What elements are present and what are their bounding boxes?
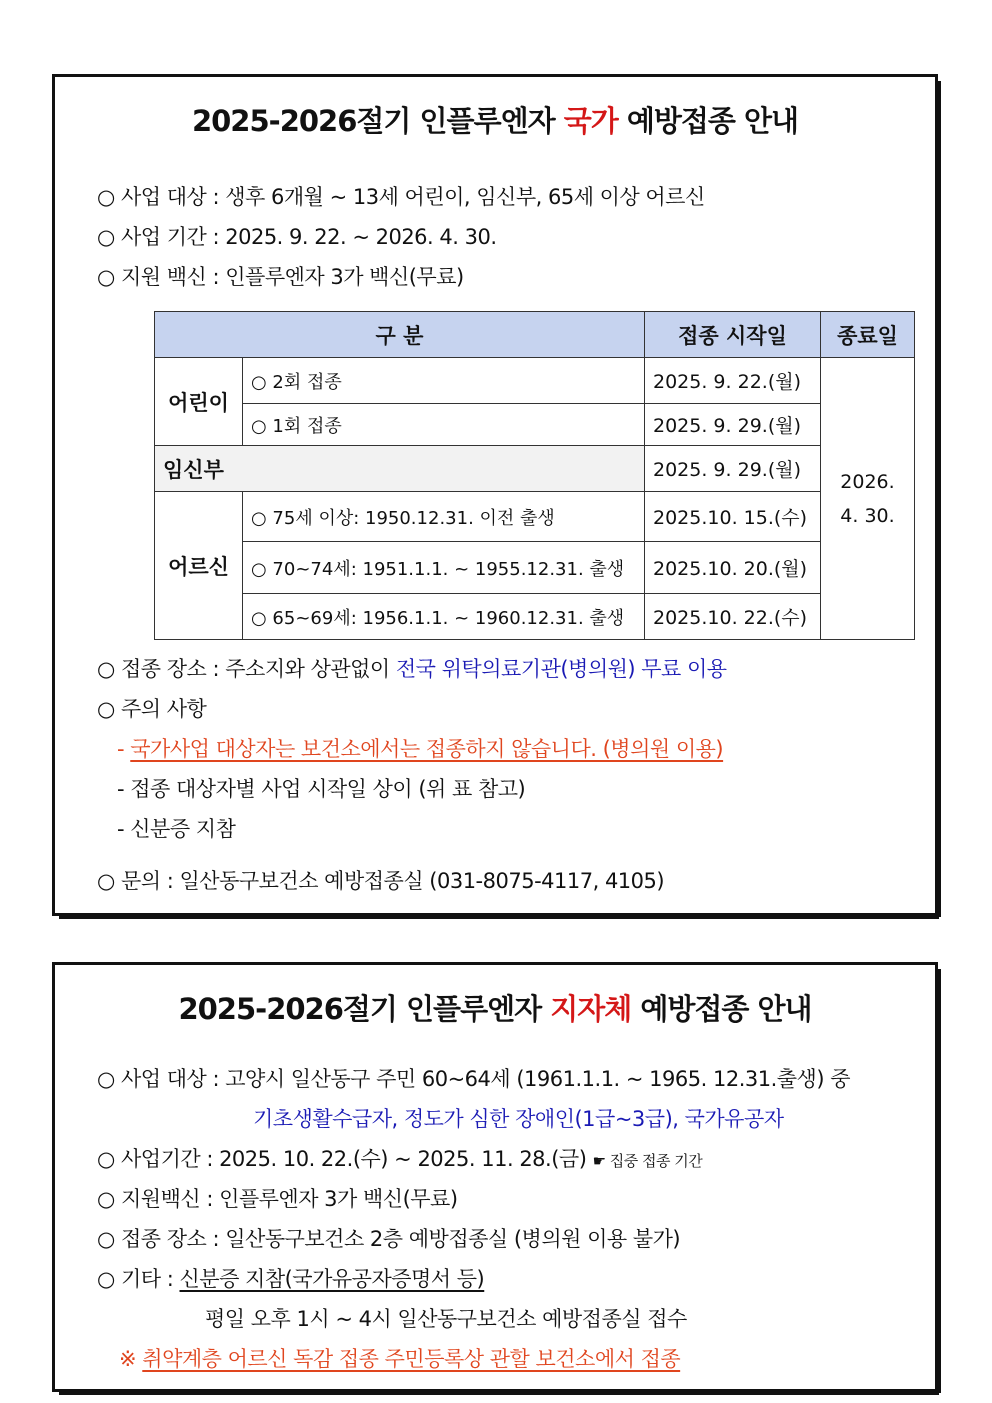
row-date: 2025. 9. 29.(월) — [645, 404, 821, 446]
period-note: ☛ 집중 접종 기간 — [592, 1152, 703, 1170]
notice-text: 취약계층 어르신 독감 접종 주민등록상 관할 보건소에서 접종 — [142, 1347, 681, 1371]
row-date: 2025.10. 15.(수) — [645, 492, 821, 542]
row-date: 2025.10. 22.(수) — [645, 594, 821, 640]
row-item: ○ 70~74세: 1951.1.1. ~ 1955.12.31. 출생 — [243, 542, 645, 594]
row-item: ○ 65~69세: 1956.1.1. ~ 1960.12.31. 출생 — [243, 594, 645, 640]
table-row — [155, 492, 915, 542]
header-category: 구 분 — [155, 312, 645, 358]
local-title: 2025-2026절기 인플루엔자 지자체 예방접종 안내 — [178, 992, 812, 1026]
group-children: 어린이 — [155, 358, 243, 446]
local-place: ○ 접종 장소 : 일산동구보건소 2층 예방접종실 (병의원 이용 불가) — [97, 1227, 681, 1251]
row-date: 2025. 9. 22.(월) — [645, 358, 821, 404]
table-header-row — [155, 312, 915, 358]
national-program-box — [52, 74, 938, 916]
local-etc-detail: 평일 오후 1시 ~ 4시 일산동구보건소 예방접종실 접수 — [205, 1307, 687, 1331]
local-vaccine: ○ 지원백신 : 인플루엔자 3가 백신(무료) — [97, 1187, 458, 1211]
national-target: ○ 사업 대상 : 생후 6개월 ~ 13세 어린이, 임신부, 65세 이상 어르신 — [97, 185, 705, 209]
row-date: 2025. 9. 29.(월) — [645, 446, 821, 492]
local-target: ○ 사업 대상 : 고양시 일산동구 주민 60~64세 (1961.1.1. ~ 1965. 12.31.출생) 중 — [97, 1067, 850, 1091]
header-end-date: 종료일 — [821, 312, 915, 358]
national-place: ○ 접종 장소 : 주소지와 상관없이 전국 위탁의료기관(병의원) 무료 이용 — [97, 657, 727, 681]
table-row — [155, 446, 915, 492]
local-period: ○ 사업기간 : 2025. 10. 22.(수) ~ 2025. 11. 28.(금) ☛ 집중 접종 기간 — [97, 1147, 703, 1171]
row-item: ○ 1회 접종 — [243, 404, 645, 446]
local-etc: ○ 기타 : 신분증 지참(국가유공자증명서 등) — [97, 1267, 485, 1291]
table-row — [155, 542, 915, 594]
etc-highlight: 신분증 지참(국가유공자증명서 등) — [179, 1267, 485, 1291]
local-target-detail: 기초생활수급자, 정도가 심한 장애인(1급~3급), 국가유공자 — [253, 1107, 784, 1131]
row-item: ○ 2회 접종 — [243, 358, 645, 404]
caution-3: - 신분증 지참 — [117, 817, 236, 841]
title-highlight: 지자체 — [550, 992, 632, 1026]
national-period: ○ 사업 기간 : 2025. 9. 22. ~ 2026. 4. 30. — [97, 225, 497, 249]
place-highlight: 전국 위탁의료기관(병의원) 무료 이용 — [395, 657, 727, 681]
table-row — [155, 358, 915, 404]
caution-1: - 국가사업 대상자는 보건소에서는 접종하지 않습니다. (병의원 이용) — [117, 737, 724, 761]
schedule-table — [154, 311, 915, 640]
table-row — [155, 594, 915, 640]
national-title: 2025-2026절기 인플루엔자 국가 예방접종 안내 — [191, 104, 799, 138]
table-row — [155, 404, 915, 446]
caution-2: - 접종 대상자별 사업 시작일 상이 (위 표 참고) — [117, 777, 526, 801]
row-item: ○ 75세 이상: 1950.12.31. 이전 출생 — [243, 492, 645, 542]
group-pregnant: 임신부 — [155, 446, 645, 492]
header-start-date: 접종 시작일 — [645, 312, 821, 358]
national-vaccine: ○ 지원 백신 : 인플루엔자 3가 백신(무료) — [97, 265, 464, 289]
end-date-cell: 2026. 4. 30. — [821, 358, 915, 640]
title-highlight: 국가 — [563, 104, 618, 138]
national-contact: ○ 문의 : 일산동구보건소 예방접종실 (031-8075-4117, 4105) — [97, 869, 665, 893]
row-date: 2025.10. 20.(월) — [645, 542, 821, 594]
group-elderly: 어르신 — [155, 492, 243, 640]
caution-1-text: 국가사업 대상자는 보건소에서는 접종하지 않습니다. (병의원 이용) — [130, 737, 724, 761]
local-notice: ※ 취약계층 어르신 독감 접종 주민등록상 관할 보건소에서 접종 — [119, 1347, 681, 1371]
caution-title: ○ 주의 사항 — [97, 697, 207, 721]
local-program-box — [52, 962, 938, 1392]
